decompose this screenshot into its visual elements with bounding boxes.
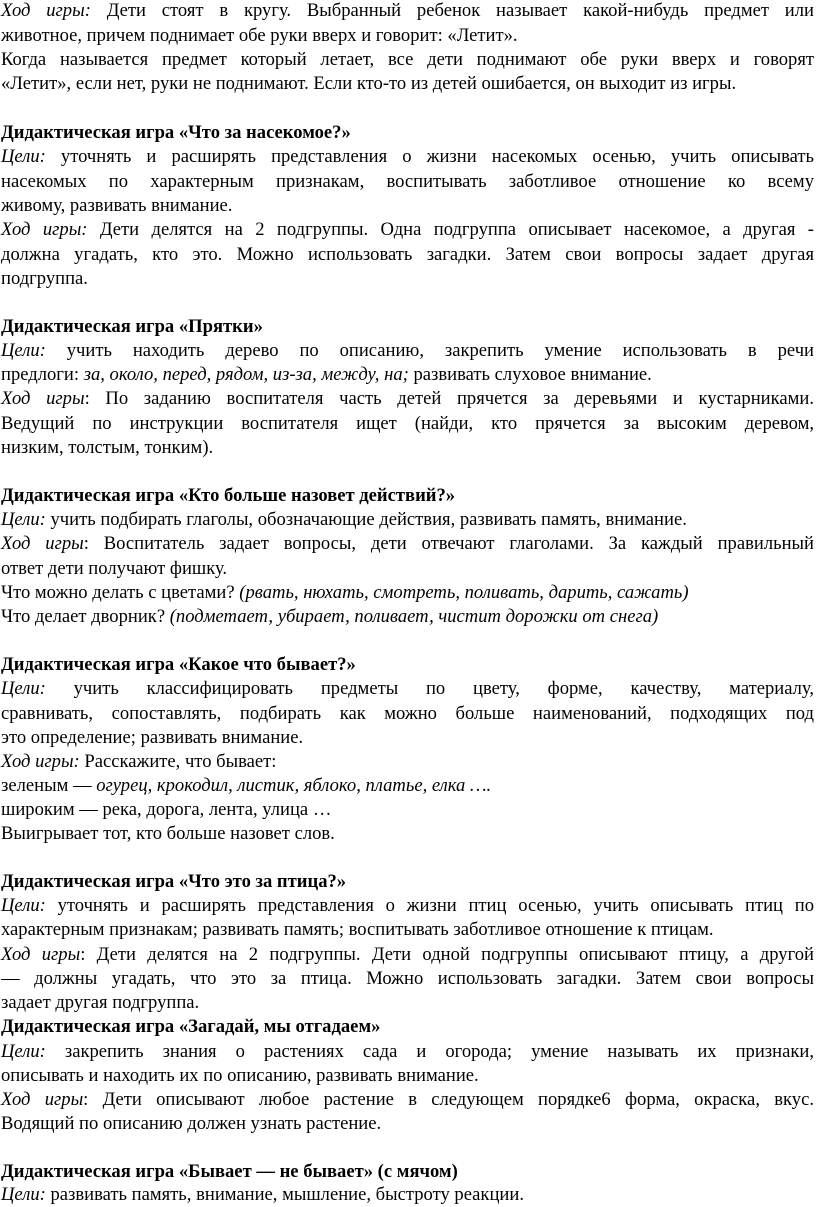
label-game-move: Ход игры: xyxy=(1,219,88,240)
text-line: низким, толстым, тонким). xyxy=(1,437,214,458)
section-title: Дидактическая игра «Загадай, мы отгадаем» xyxy=(1,1016,381,1037)
text-line: широким — река, дорога, лента, улица … xyxy=(1,799,332,820)
text-line: подгруппа. xyxy=(1,268,88,289)
text-line: предлоги: за, около, перед, рядом, из-за, между, на; развивать слуховое внимание. xyxy=(1,364,652,385)
text-line: Что можно делать с цветами? (рвать, нюхать, смотреть, поливать, дарить, сажать) xyxy=(1,582,689,603)
section-title: Дидактическая игра «Что это за птица?» xyxy=(1,871,347,892)
label-goals: Цели: xyxy=(1,1041,46,1062)
text-line: Ход игры: Дети делятся на 2 подгруппы. Дети одной подгруппы описывают птицу, а другой xyxy=(1,944,814,965)
label-game-move: Ход игры xyxy=(1,533,84,554)
text-line: Ход игры: Дети описывают любое растение в следующем порядке6 форма, окраска, вкус. xyxy=(1,1089,814,1110)
text-line: Ход игры: Дети делятся на 2 подгруппы. Одна подгруппа описывает насекомое, а другая - xyxy=(1,219,814,240)
text-line: Водящий по описанию должен узнать растение. xyxy=(1,1113,382,1134)
label-game-move: Ход игры: xyxy=(1,751,80,772)
section-title: Дидактическая игра «Прятки» xyxy=(1,316,263,337)
text-line: Ход игры: Расскажите, что бывает: xyxy=(1,751,277,772)
text-line: Выигрывает тот, кто больше назовет слов. xyxy=(1,823,335,844)
text-line: Ход игры: Воспитатель задает вопросы, дети отвечают глаголами. За каждый правильный xyxy=(1,533,814,554)
text-line: Цели: развивать память, внимание, мышление, быстроту реакции. xyxy=(1,1184,524,1205)
text-line: Цели: закрепить знания о растениях сада и огорода; умение называть их признаки, xyxy=(1,1041,814,1062)
text-line: ответ дети получают фишку. xyxy=(1,558,228,579)
text-line: Цели: уточнять и расширять представления о жизни насекомых осенью, учить описывать xyxy=(1,146,814,167)
section-title: Дидактическая игра «Кто больше назовет действий?» xyxy=(1,485,456,506)
text-line: должна угадать, кто это. Можно использовать загадки. Затем свои вопросы задает другая xyxy=(1,244,814,265)
label-game-move: Ход игры xyxy=(1,944,81,965)
text-line: Цели: учить классифицировать предметы по цвету, форме, качеству, материалу, xyxy=(1,678,814,699)
text-line: Ход игры: Дети стоят в кругу. Выбранный ребенок называет какой-нибудь предмет или xyxy=(1,0,814,21)
text-line: Когда называется предмет который летает, все дети поднимают обе руки вверх и говорят xyxy=(1,49,814,70)
label-goals: Цели: xyxy=(1,678,46,699)
text-line: «Летит», если нет, руки не поднимают. Если кто-то из детей ошибается, он выходит из игры. xyxy=(1,73,737,94)
label-goals: Цели: xyxy=(1,146,46,167)
text-line: зеленым — огурец, крокодил, листик, яблоко, платье, елка …. xyxy=(1,775,492,796)
label-game-move: Ход игры xyxy=(1,1089,84,1110)
label-game-move: Ход игры: xyxy=(1,0,91,21)
label-goals: Цели: xyxy=(1,509,46,530)
text-line: сравнивать, сопоставлять, подбирать как можно больше наименований, подходящих под xyxy=(1,703,814,724)
section-title: Дидактическая игра «Бывает — не бывает» (с мячом) xyxy=(1,1161,458,1182)
text-line: — должны угадать, что это за птица. Можно использовать загадки. Затем свои вопросы xyxy=(1,968,814,989)
text-line: описывать и находить их по описанию, развивать внимание. xyxy=(1,1065,479,1086)
text-line: Ведущий по инструкции воспитателя ищет (найди, кто прячется за высоким деревом, xyxy=(1,413,814,434)
text-line: Цели: учить находить дерево по описанию, закрепить умение использовать в речи xyxy=(1,340,814,361)
text-line: Ход игры: По заданию воспитателя часть детей прячется за деревьями и кустарниками. xyxy=(1,388,814,409)
text-line: Цели: уточнять и расширять представления о жизни птиц осенью, учить описывать птиц по xyxy=(1,895,814,916)
text-line: живому, развивать внимание. xyxy=(1,195,233,216)
section-title: Дидактическая игра «Что за насекомое?» xyxy=(1,122,351,143)
label-goals: Цели: xyxy=(1,1184,46,1205)
text-line: это определение; развивать внимание. xyxy=(1,727,304,748)
label-goals: Цели: xyxy=(1,340,46,361)
text-line: насекомых по характерным признакам, воспитывать заботливое отношение ко всему xyxy=(1,171,814,192)
section-title: Дидактическая игра «Какое что бывает?» xyxy=(1,654,356,675)
text-line: задает другая подгруппа. xyxy=(1,992,200,1013)
label-game-move: Ход игры xyxy=(1,388,85,409)
text-line: животное, причем поднимает обе руки вверх и говорит: «Летит». xyxy=(1,25,518,46)
text-line: характерным признакам; развивать память; воспитывать заботливое отношение к птицам. xyxy=(1,919,714,940)
label-goals: Цели: xyxy=(1,895,46,916)
text-line: Цели: учить подбирать глаголы, обозначающие действия, развивать память, внимание. xyxy=(1,509,687,530)
text-line: Что делает дворник? (подметает, убирает, поливает, чистит дорожки от снега) xyxy=(1,606,659,627)
